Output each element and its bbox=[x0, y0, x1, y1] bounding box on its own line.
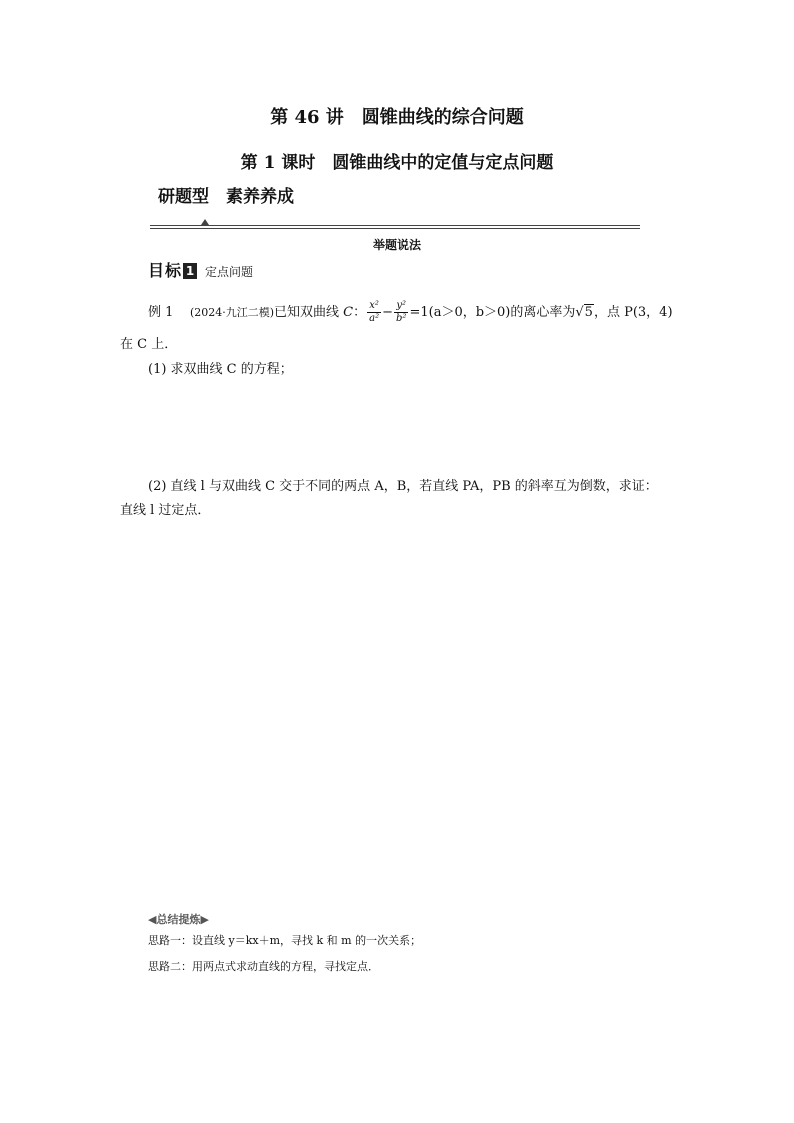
frac-y-numerator: y² bbox=[396, 300, 407, 311]
divider-line-top bbox=[150, 225, 640, 226]
section-label: 举题说法 bbox=[372, 238, 421, 252]
example-line-2: 在 C 上． bbox=[120, 337, 178, 352]
question-2-line-1: (2) 直线 l 与双曲线 C 交于不同的两点 A，B，若直线 PA，PB 的斜率互为倒数，求证： bbox=[148, 479, 658, 494]
point-text: ，点 P(3，4) bbox=[593, 305, 673, 320]
sqrt-radicand: 5 bbox=[584, 305, 593, 320]
summary-title: ◀总结提炼▶ bbox=[148, 913, 209, 926]
example-prefix: 例 1 bbox=[148, 305, 174, 320]
frac-x-numerator: x² bbox=[369, 300, 379, 311]
sqrt-icon: √ bbox=[575, 305, 584, 320]
curve-name: C bbox=[343, 305, 354, 320]
fraction-y bbox=[394, 300, 408, 325]
target-label: 目标 bbox=[148, 261, 183, 280]
question-1: (1) 求双曲线 C 的方程； bbox=[148, 362, 293, 377]
section-heading: 研题型 素养养成 bbox=[158, 187, 294, 207]
sqrt-expression bbox=[575, 304, 594, 322]
frac-y-denominator: b² bbox=[396, 313, 407, 324]
lecture-title: 第 46 讲 圆锥曲线的综合问题 bbox=[270, 107, 524, 128]
condition-text: =1(a＞0，b＞0)的离心率为 bbox=[409, 305, 576, 320]
target-heading bbox=[148, 263, 253, 279]
example-line-1 bbox=[148, 300, 673, 325]
summary-idea-2: 思路二：用两点式求动直线的方程，寻找定点． bbox=[148, 960, 379, 973]
question-2-line-2: 直线 l 过定点． bbox=[120, 503, 211, 518]
target-number-badge: 1 bbox=[183, 263, 197, 279]
target-topic: 定点问题 bbox=[205, 265, 254, 279]
example-lead: 已知双曲线 bbox=[274, 305, 340, 320]
colon: ： bbox=[353, 305, 367, 320]
divider-line-bottom bbox=[150, 228, 640, 229]
frac-x-denominator: a² bbox=[369, 313, 380, 324]
example-source: (2024·九江二模) bbox=[189, 306, 275, 319]
fraction-x bbox=[367, 300, 381, 325]
summary-idea-1: 思路一：设直线 y＝kx＋m，寻找 k 和 m 的一次关系； bbox=[148, 934, 422, 947]
lesson-subtitle: 第 1 课时 圆锥曲线中的定值与定点问题 bbox=[240, 153, 554, 173]
minus-sign: − bbox=[382, 305, 394, 320]
